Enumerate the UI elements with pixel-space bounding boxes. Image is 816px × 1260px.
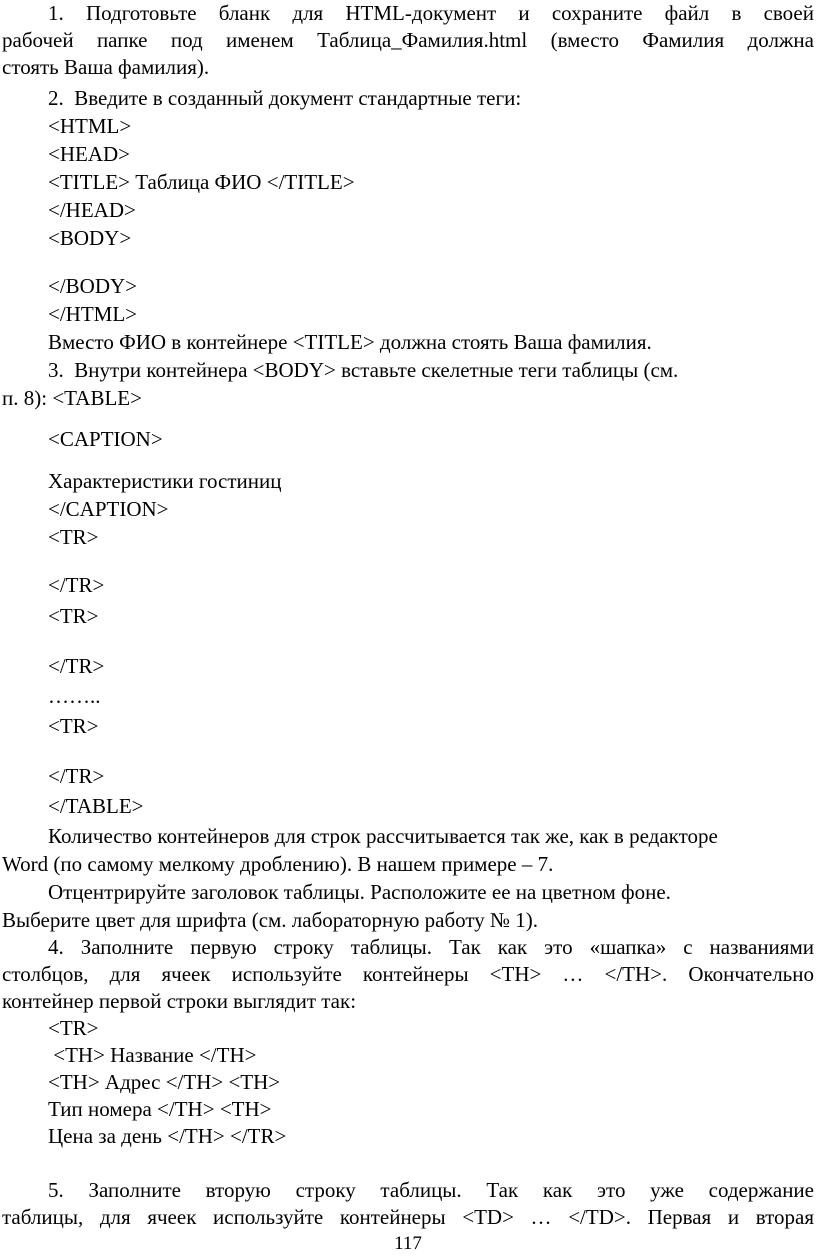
text-line: <TITLE> Таблица ФИО </TITLE> — [48, 170, 355, 194]
text-line: </HTML> — [48, 302, 138, 326]
text-line: </BODY> — [48, 274, 138, 298]
text-line: <TR> — [48, 525, 99, 549]
text-line: <BODY> — [48, 226, 132, 250]
text-line: Характеристики гостиниц — [48, 469, 282, 493]
text-line: 3. Внутри контейнера <BODY> вставьте скелетные теги таблицы (см. — [48, 358, 679, 382]
text-line: рабочей папке под именем Таблица_Фамилия.html (вместо Фамилия должна — [2, 28, 814, 52]
text-line: </TR> — [48, 764, 105, 788]
text-line: <HTML> — [48, 114, 132, 138]
text-line: Word (по самому мелкому дроблению). В нашем примере – 7. — [2, 852, 554, 876]
text-line: Количество контейнеров для строк рассчитывается так же, как в редакторе — [48, 824, 718, 848]
text-line: <TH> Название </TH> — [48, 1043, 257, 1067]
page-number: 117 — [394, 1233, 422, 1254]
text-line: таблицы, для ячеек используйте контейнеры <TD> … </TD>. Первая и вторая — [2, 1205, 814, 1229]
text-line: Цена за день </TH> </TR> — [48, 1124, 287, 1148]
text-line: 4. Заполните первую строку таблицы. Так как это «шапка» с названиями — [48, 935, 814, 959]
text-line: …….. — [48, 684, 101, 708]
text-line: <HEAD> — [48, 142, 131, 166]
text-line: </CAPTION> — [48, 497, 169, 521]
text-line: <TH> Адрес </TH> <TH> — [48, 1070, 281, 1094]
text-line: контейнер первой строки выглядит так: — [2, 989, 357, 1013]
text-line: 5. Заполните вторую строку таблицы. Так как это уже содержание — [48, 1178, 814, 1202]
text-line: </TR> — [48, 573, 105, 597]
text-line: Вместо ФИО в контейнере <TITLE> должна стоять Ваша фамилия. — [48, 330, 652, 354]
text-line: Выберите цвет для шрифта (см. лабораторную работу № 1). — [2, 908, 539, 932]
text-line: стоять Ваша фамилия). — [2, 55, 210, 79]
text-line: <TR> — [48, 604, 99, 628]
text-line: <TR> — [48, 714, 99, 738]
text-line: Тип номера </TH> <TH> — [48, 1097, 272, 1121]
text-line: </TABLE> — [48, 794, 144, 818]
text-line: п. 8): <TABLE> — [2, 386, 142, 410]
text-line: </HEAD> — [48, 198, 136, 222]
text-line: </TR> — [48, 654, 105, 678]
text-line: <CAPTION> — [48, 427, 163, 451]
text-line: 1. Подготовьте бланк для HTML-документ и сохраните файл в своей — [48, 1, 814, 25]
text-line: столбцов, для ячеек используйте контейнеры <TH> … </TH>. Окончательно — [2, 962, 814, 986]
text-line: 2. Введите в созданный документ стандартные теги: — [48, 86, 522, 110]
text-line: Отцентрируйте заголовок таблицы. Расположите ее на цветном фоне. — [48, 880, 671, 904]
text-line: <TR> — [48, 1016, 99, 1040]
